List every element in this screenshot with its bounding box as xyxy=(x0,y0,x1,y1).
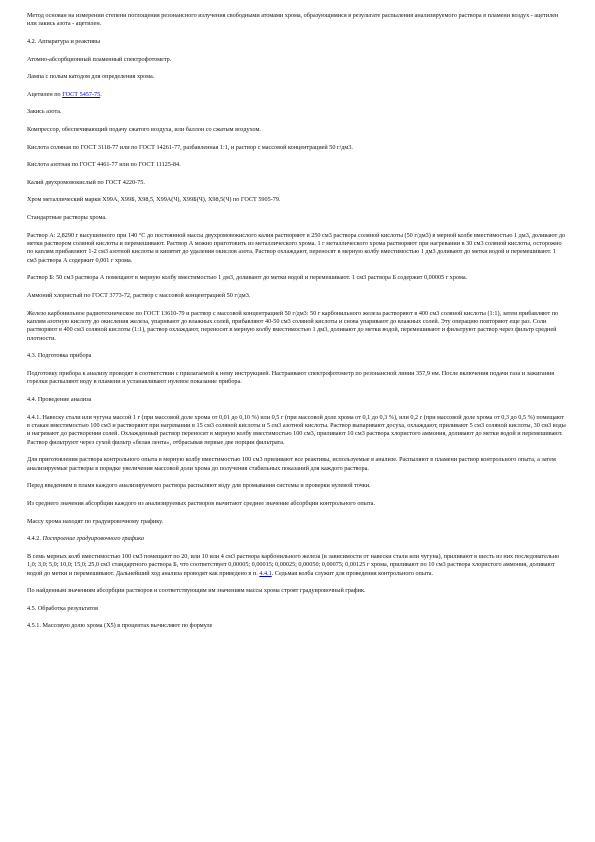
reagent-acetylene-text: Ацетилен по xyxy=(27,90,63,98)
reagent-carbonyl-iron: Железо карбонильное радиотехническое по ГОСТ 13610-79 и раствор с массовой концентрацией 50 г/дм3: 50 г карбонильного железа растворяют в 400 см3 соляной кислоты (1:1), затем прибавляют по каплям азотную кислоту до окисления железа, упаривают до влажных солей, прибавляют 40-50 см3 соляной кислоты и снова упаривают до влажных солей. Эту операцию повторяют еще раз. Соли растворяют в 400 см3 соляной кислоты (1:1), раствор охлаждают, переносят в мерную колбу вместимостью 1 дм3, доливают до метки водой, перемешивают и фильтруют раствор через фильтр средней плотности. xyxy=(27,309,559,342)
calibration-graph-build: По найденным значениям абсорбции растворов и соответствующим им значениям массы хрома строят градуировочный график. xyxy=(27,587,366,595)
section-heading-4-5: 4.5. Обработка результатов xyxy=(27,604,99,612)
absorbance-subtraction: Из среднего значения абсорбции каждого из анализируемых растворов вычитают среднее значение абсорбции контрольного опыта. xyxy=(27,499,375,507)
calibration-graph-title: Построение градуировочного графика xyxy=(42,535,144,543)
calibration-procedure xyxy=(27,553,567,578)
reagent-acetylene-end: . xyxy=(100,90,102,98)
reagent-nitrous-oxide: Закись азота. xyxy=(27,108,62,116)
section-heading-4-4: 4.4. Проведение анализа xyxy=(27,395,92,403)
mass-from-graph: Массу хрома находят по градуировочному графику. xyxy=(27,517,164,525)
reagent-potassium-dichromate: Калий двухромовокислый по ГОСТ 4220-75. xyxy=(27,178,145,186)
section-heading-4-4-2 xyxy=(27,535,567,543)
method-description: Метод основан на измерении степени поглощения резонансного излучения свободными атомами хрома, образующимися в результате распыления анализируемого раствора в пламени воздух - ацетилен или закись азота - ацетилен. xyxy=(27,12,559,28)
equipment-spectrophotometer: Атомно-абсорбционный пламенный спектрофотометр. xyxy=(27,55,172,63)
gost-5457-link[interactable]: ГОСТ 5457-75 xyxy=(62,90,101,98)
formula-intro-4-5-1: 4.5.1. Массовую долю хрома (Х5) в процентах вычисляют по формуле xyxy=(27,622,213,630)
document-body xyxy=(27,12,567,640)
section-number-4-4-2: 4.4.2. xyxy=(27,535,43,543)
reagent-ammonium-chloride: Аммоний хлористый по ГОСТ 3773-72, раствор с массовой концентрацией 50 г/дм3. xyxy=(27,291,251,299)
instrument-preparation: Подготовку прибора к анализу проводят в соответствии с прилагаемой к нему инструкцией. Настраивают спектрофотометр по резонансной линии 357,9 нм. После включения подачи газа и зажигания горелки распыляют воду в пламени и устанавливают нулевое показание прибора. xyxy=(27,369,555,386)
clause-4-4-1-link[interactable]: 4.4.1 xyxy=(259,569,272,577)
solution-a: Раствор А: 2,8290 г высушенного при 140 °С до постоянной массы двухромовокислого калия растворяют в 250 см3 раствора соляной кислоты (50 г/дм3) в мерной колбе вместимостью 1 дм3, доливают до метки раствором соляной кислоты и перемешивают. Раствор А можно приготовить из металлического хрома. 1 г металлического хрома растворяют при нагревании в 30 см3 соляной кислоты, осторожно по каплям прибавляют 1-2 см3 азотной кислоты и кипятят до удаления окислов азота. Раствор охлаждают, переносят в мерную колбу вместимостью 1 дм3 доливают до метки водой и перемешивают. 1 см3 раствора А содержит 0,001 г хрома. xyxy=(27,231,566,264)
equipment-compressor: Компрессор, обеспечивающий подачу сжатого воздуха, или баллон со сжатым воздухом. xyxy=(27,125,261,133)
water-rinse-note: Перед введением в пламя каждого анализируемого раствора распыляют воду для промывания системы и проверки нулевой точки. xyxy=(27,482,371,490)
section-heading-4-2: 4.2. Аппаратура и реактивы xyxy=(27,38,100,45)
reagent-hydrochloric-acid: Кислота соляная по ГОСТ 3118-77 или по ГОСТ 14261-77, разбавленная 1:1, и раствор с массовой концентрацией 50 г/дм3. xyxy=(27,143,353,151)
control-experiment: Для приготовления раствора контрольного опыта в мерную колбу вместимостью 100 см3 приливают все реактивы, используемые в анализе. Распыляют в пламени раствор контрольного опыта, а затем анализируемые растворы в порядке увеличения массовой доли хрома до получения стабильных показаний для каждого раствора. xyxy=(27,456,556,472)
reagent-chromium-metal: Хром металлический марки Х99А, Х99Б, Х98,5, Х99А(Ч), Х99Б(Ч), Х98,5(Ч) по ГОСТ 5905-79. xyxy=(27,196,281,204)
standard-solutions-heading: Стандартные растворы хрома. xyxy=(27,213,107,221)
procedure-4-4-1: 4.4.1. Навеску стали или чугуна массой 1 г (при массовой доле хрома от 0,01 до 0,10 %) или 0,5 г (при массовой доле хрома от 0,1 до 0,3 %), или 0,2 г (при массовой доле хрома от 0,3 до 0,5 %) помещают в стакан вместимостью 100 см3 и растворяют при нагревании в 15 см3 соляной кислоты и 5 см3 азотной кислоты. Раствор выпаривают досуха, охлаждают, приливают 5 см3 соляной кислоты, 30 см3 воды и нагревают до растворения солей. Охлажденный раствор переносят в мерную колбу вместимостью 100 см3, приливают 10 см3 раствора хлористого аммония, доливают до метки водой и перемешивают. Раствор фильтруют через сухой фильтр «белая лента», отбрасывая первые две порции фильтрата. xyxy=(27,413,566,446)
solution-b: Раствор Б: 50 см3 раствора А помещают в мерную колбу вместимостью 1 дм3, доливают до метки водой и перемешивают. 1 см3 раствора Б содержит 0,00005 г хрома. xyxy=(27,274,468,282)
calibration-procedure-text: В семь мерных колб вместимостью 100 см3 помещают по 20, или 10 или 4 см3 раствора карбонильного железа (в зависимости от навески стали или чугуна), приливают в шесть из них последовательно 1,0; 3,0; 5,0; 10,0; 15,0; 25,0 см3 стандартного раствора Б, что соответствует 0,00005; 0,00015; 0,00025; 0,00050; 0,00075; 0,00125 г хрома, приливают по 10 см3 раствора хлористого аммония, доливают водой до метки и перемешивают. Дальнейший ход анализа проводят как приведено в п. xyxy=(27,552,560,577)
reagent-acetylene xyxy=(27,91,567,99)
reagent-nitric-acid: Кислота азотная по ГОСТ 4461-77 или по ГОСТ 11125-84. xyxy=(27,161,181,169)
equipment-lamp: Лампа с полым катодом для определения хрома. xyxy=(27,73,155,81)
calibration-procedure-end: . Седьмая колба служит для проведения контрольного опыта. xyxy=(271,569,434,577)
section-heading-4-3: 4.3. Подготовка прибора xyxy=(27,352,92,360)
